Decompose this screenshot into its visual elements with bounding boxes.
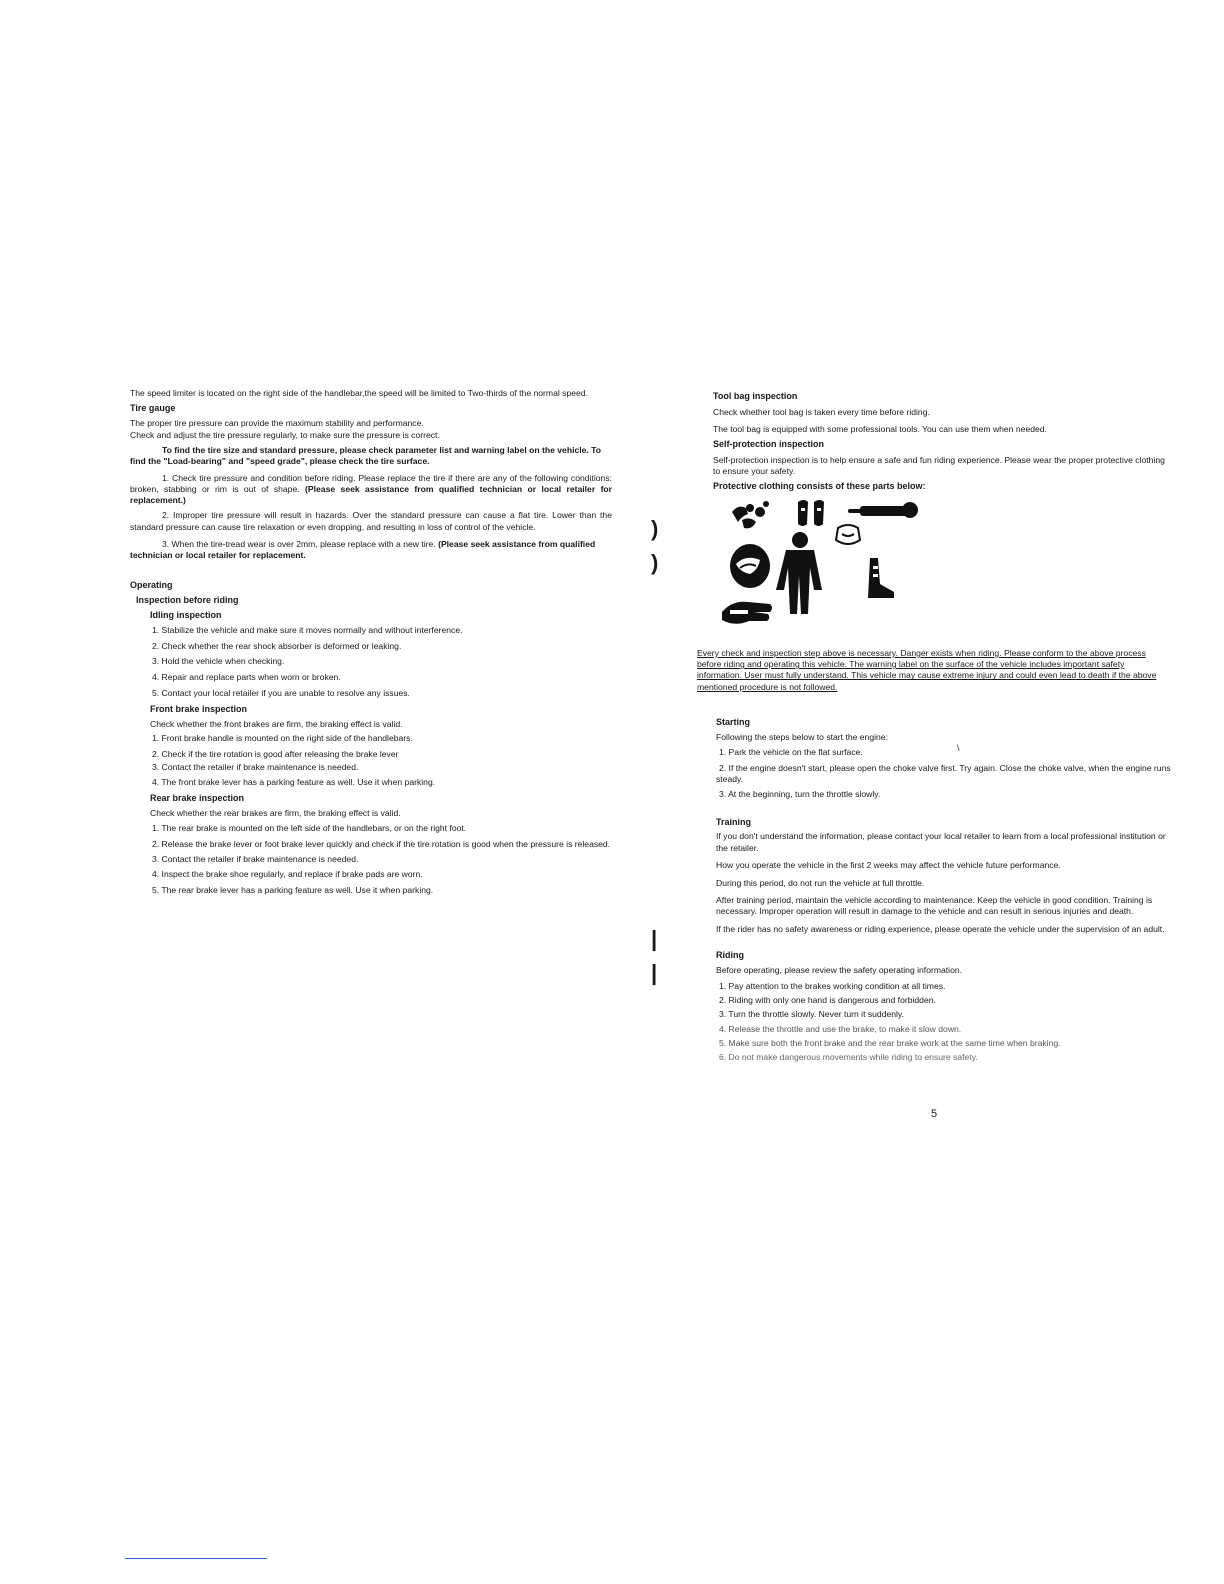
tire-gauge-p3: To find the tire size and standard pressure, please check parameter list and warning label on the vehicle. To find the "Load-bearing" and "speed grade", please check the tire surface. [130,445,602,467]
list-item: 6. Do not make dangerous movements while riding to ensure safety. [719,1052,978,1063]
tire-item-1-bold: (Please seek assistance from qualified technician or local retailer for replacement.) [130,484,613,506]
tire-item-1 [130,473,612,507]
tire-item-3-bold: (Please seek assistance from qualified technician or local retailer for replacement. [130,539,596,561]
page-number: 5 [931,1108,938,1120]
footer-line [125,1558,267,1559]
list-item: 2. If the engine doesn't start, please open the choke valve first. Try again. Close the choke valve, when the engine runs steady. [716,762,1171,784]
list-item: 3. Contact the retailer if brake maintenance is needed. [152,853,359,864]
idling-list [130,625,612,699]
training-p4: After training period, maintain the vehicle according to maintenance. Keep the vehicle in good condition. Training is necessary. Improper operation will result in damage to the vehicle and can result in serious injuries and death. [716,894,1153,917]
inspection-before-riding-heading: Inspection before riding [136,595,239,606]
list-item: 3. Turn the throttle slowly. Never turn it suddenly. [719,1009,905,1020]
training-p2: How you operate the vehicle in the first 2 weeks may affect the vehicle future performance. [716,860,1061,871]
left-column [130,388,612,901]
binding-mark: | [651,926,658,951]
list-item: 1. Front brake handle is mounted on the right side of the handlebars. [152,733,413,744]
tool-bag-heading: Tool bag inspection [713,391,798,401]
list-item: 1. Stabilize the vehicle and make sure it moves normally and without interference. [152,625,463,635]
training-p5: If the rider has no safety awareness or riding experience, please operate the vehicle under the supervision of an adult. [716,923,1165,934]
front-brake-heading: Front brake inspection [150,703,248,714]
helmet-icon [730,544,770,588]
training-p3: During this period, do not run the vehicle at full throttle. [716,877,925,888]
speed-limiter-text: The speed limiter is located on the right side of the handlebar,the speed will be limited to Two-thirds of the normal speed. [130,388,588,398]
starting-heading: Starting [716,717,751,727]
safety-warning-text: Every check and inspection step above is necessary. Danger exists when riding. Please conform to the above process before riding and operating this vehicle. The warning label on the surface of the vehicle includes important safety information. User must fully understand. This vehicle may cause extreme injury and could even lead to death if the above mentioned procedure is not followed. [697,648,1157,692]
starting-intro: Following the steps below to start the engine: [716,731,888,742]
list-item: 4. The front brake lever has a parking feature as well. Use it when parking. [152,777,436,788]
goggles-icon [732,501,769,528]
list-item: 5. Make sure both the front brake and the rear brake work at the same time when braking. [719,1038,1061,1049]
front-brake-list [130,733,612,788]
self-protection-p1: Self-protection inspection is to help ensure a safe and fun riding experience. Please wear the proper protective clothing to ensure your safety. [713,455,1165,477]
rear-brake-intro: Check whether the rear brakes are firm, the braking effect is valid. [150,807,401,818]
tire-gauge-p2: Check and adjust the tire pressure regularly, to make sure the pressure is correct. [130,430,440,441]
gloves-icon [722,602,772,624]
front-brake-intro: Check whether the front brakes are firm, the braking effect is valid. [150,718,403,729]
list-item: 3. Contact the retailer if brake maintenance is needed. [152,761,359,772]
list-item: 2. Check whether the rear shock absorber is deformed or leaking. [152,640,402,651]
list-item: 4. Release the throttle and use the brake, to make it slow down. [719,1023,962,1034]
rear-brake-list [130,823,612,896]
list-item: 4. Inspect the brake shoe regularly, and replace if brake pads are worn. [152,869,423,880]
tire-gauge-p1: The proper tire pressure can provide the maximum stability and performance. [130,417,424,428]
self-protection-heading: Self-protection inspection [713,439,825,450]
tire-item-2: 2. Improper tire pressure will result in hazards. Over the standard pressure can cause a flat tire. Lower than the standard pressure can cause tire relaxation or even dropping, and resulting in loss of control of the vehicle. [130,510,612,532]
boots-icon [868,558,894,598]
right-column-lower [716,714,1171,1067]
list-item: 5. The rear brake lever has a parking feature as well. Use it when parking. [152,884,434,895]
protective-clothing-heading: Protective clothing consists of these parts below: [713,481,926,492]
mask-icon [836,525,860,544]
rear-brake-heading: Rear brake inspection [150,793,245,804]
tire-item-1-text: 1. Check tire pressure and condition before riding. Please replace the tire if there are any of the following conditions: broken, stabbing or rim is out of shape. [130,472,612,495]
pen-mark: \ [957,743,960,753]
binding-mark: ) [651,516,659,541]
binding-mark: ) [651,550,659,575]
list-item: 1. Park the vehicle on the flat surface. [719,747,863,758]
wrench-icon [848,502,918,518]
riding-intro: Before operating, please review the safety operating information. [716,965,963,976]
tool-bag-p1: Check whether tool bag is taken every time before riding. [713,406,930,417]
training-p1: If you don't understand the information, please contact your local retailer to learn from a local professional institution or the retailer. [716,831,1166,853]
list-item: 2. Riding with only one hand is dangerous and forbidden. [719,995,936,1006]
list-item: 2. Release the brake lever or foot brake lever quickly and check if the tire rotation is good when the pressure is released. [152,838,611,849]
training-heading: Training [716,816,752,827]
tool-bag-p2: The tool bag is equipped with some professional tools. You can use them when needed. [713,424,1047,435]
operating-heading: Operating [130,580,173,591]
binding-mark: | [651,960,658,985]
list-item: 3. Hold the vehicle when checking. [152,656,285,667]
tire-item-3 [130,539,612,562]
list-item: 4. Repair and replace parts when worn or broken. [152,672,341,683]
tire-item-3-text: 3. When the tire-tread wear is over 2mm, please replace with a new tire. [162,539,436,550]
shin-guards-icon [798,500,824,526]
list-item: 2. Check if the tire rotation is good after releasing the brake lever [152,749,399,760]
list-item: 1. Pay attention to the brakes working condition at all times. [719,980,946,991]
protective-gear-illustration [720,494,930,634]
right-column [713,388,1168,496]
tire-gauge-heading: Tire gauge [130,402,176,413]
riding-suit-icon [776,532,822,614]
riding-heading: Riding [716,950,744,961]
idling-inspection-heading: Idling inspection [150,610,222,621]
list-item: 3. At the beginning, turn the throttle slowly. [719,789,881,800]
list-item: 5. Contact your local retailer if you are unable to resolve any issues. [152,687,410,698]
list-item: 1. The rear brake is mounted on the left side of the handlebars, or on the right foot. [152,822,467,833]
